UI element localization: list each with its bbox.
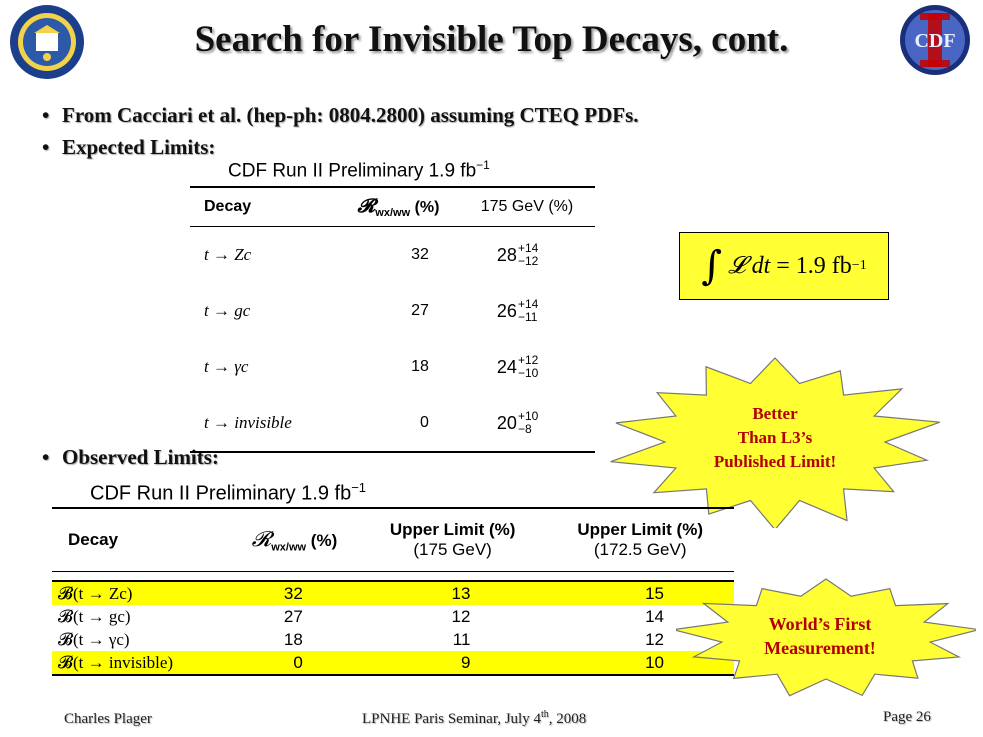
ul-175-cell: 11 (452, 629, 471, 649)
ul-1725-cell: 10 (546, 651, 734, 675)
ratio-cell: 0 (338, 395, 459, 452)
limit-cell: 28 +14 −12 (496, 241, 539, 269)
ratio-cell: 32 (411, 246, 429, 264)
bullet-text: Expected Limits: (62, 135, 216, 159)
ratio-cell: 27 (411, 302, 429, 320)
ul-175-cell: 12 (451, 606, 471, 626)
decay-cell: t → gc (204, 301, 251, 321)
university-seal-logo (8, 3, 86, 81)
table-row (190, 227, 595, 284)
bullet-text: Observed Limits: (62, 445, 219, 469)
ul-175-cell: 13 (359, 581, 547, 605)
bullet-text: From Cacciari et al. (hep-ph: 0804.2800) assuming CTEQ PDFs. (62, 103, 639, 127)
table-row (190, 395, 595, 452)
ratio-cell: 32 (230, 581, 359, 605)
table-row (190, 339, 595, 395)
cdf-logo-text: CDF (914, 30, 956, 52)
table-row (52, 628, 734, 651)
col-header-ul-175: Upper Limit (%) (175 GeV) (359, 508, 547, 572)
bullet-observed: • Observed Limits: (42, 445, 219, 469)
footer-page-number: Page 26 (883, 709, 931, 725)
ul-175-cell: 9 (359, 651, 547, 675)
col-header-ratio: 𝓡$_{wx/ww}$ (%) (230, 508, 359, 572)
slide-title: Search for Invisible Top Decays, cont. (194, 19, 789, 60)
limit-cell: 26 +14 −11 (496, 297, 539, 325)
col-header-decay: Decay (190, 187, 338, 227)
luminosity-box: ∫ 𝓛 dt = 1.9 fb −1 (679, 232, 889, 300)
expected-table-caption: CDF Run II Preliminary 1.9 $fb^{-1}$ (228, 158, 490, 182)
limit-cell: 20 +10 −8 (459, 395, 595, 452)
ul-1725-cell: 12 (645, 629, 664, 649)
decay-cell: 𝓑(t → Zc) (52, 581, 230, 605)
decay-cell: 𝓑(t → γc) (58, 629, 130, 649)
starburst-better-text: Better Than L3’s Published Limit! (713, 404, 837, 471)
decay-cell: t → invisible (190, 395, 338, 452)
table-row (52, 581, 734, 605)
table-row (52, 605, 734, 628)
table-row (190, 283, 595, 339)
ratio-cell: 27 (283, 606, 303, 626)
decay-cell: t → Zc (204, 245, 252, 265)
footer-venue: LPNHE Paris Seminar, July 4th, 2008 (362, 709, 587, 727)
col-header-ratio: 𝓡$_{wx/ww}$ (%) (338, 187, 459, 227)
limit-cell: 24 +12 −10 (496, 353, 539, 381)
bullet-source: • From Cacciari et al. (hep-ph: 0804.2800) assuming CTEQ PDFs. (42, 103, 639, 127)
bullet-expected: • Expected Limits: (42, 135, 216, 159)
observed-limits-table (52, 507, 734, 676)
table-row (52, 651, 734, 675)
decay-cell: t → γc (204, 357, 249, 377)
ul-1725-cell: 15 (546, 581, 734, 605)
cdf-logo (898, 3, 972, 77)
col-header-175: 175 GeV (%) (459, 187, 595, 227)
ul-1725-cell: 14 (645, 606, 664, 626)
integral-sign: ∫ (701, 243, 723, 289)
observed-table-caption: CDF Run II Preliminary 1.9 $fb^{-1}$ (90, 480, 367, 505)
ratio-cell: 18 (411, 358, 429, 376)
expected-limits-table (190, 158, 600, 453)
ratio-cell: 0 (230, 651, 359, 675)
col-header-ul-1725: Upper Limit (%) (172.5 GeV) (546, 508, 734, 572)
starburst-first-text: World’s First Measurement! (764, 614, 876, 658)
footer-author: Charles Plager (64, 711, 152, 727)
decay-cell: 𝓑(t → gc) (58, 606, 131, 626)
decay-cell: 𝓑(t → invisible) (52, 651, 230, 675)
col-header-decay: Decay (52, 508, 230, 572)
ratio-cell: 18 (283, 629, 303, 649)
